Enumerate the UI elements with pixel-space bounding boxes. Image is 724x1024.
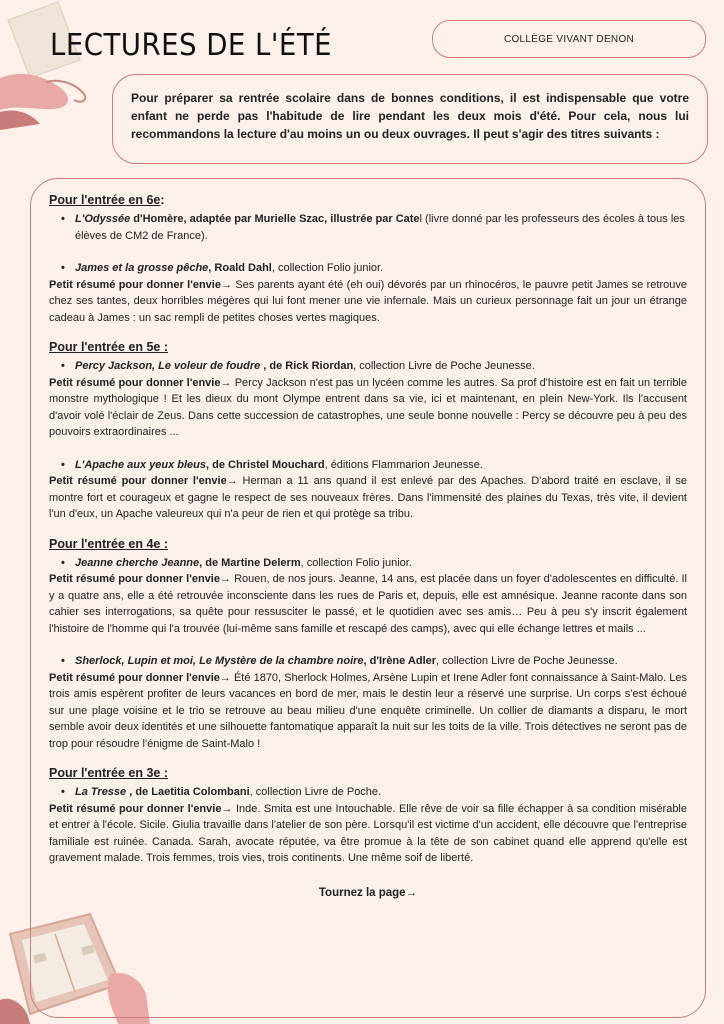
page-title: LECTURES DE L'ÉTÉ — [50, 28, 333, 63]
book-summary: Petit résumé pour donner l'envie→ Inde. Smita est une Intouchable. Elle rêve de voir sa fille échapper à sa condition misérable et entrer à l'école. Sicile. Giulia travaille dans l'atelier de son père. Lorsqu'il est victime d'un accident, elle découvre que l'entreprise familiale est ruinée. Canada. Sarah, avocate réputée, va être promue à la tête de son cabinet quand elle apprend qu'elle est gravement malade. Trois femmes, trois vies, trois continents. Une même soif de liberté. — [49, 802, 687, 864]
reading-list-panel — [30, 178, 706, 1018]
book-details: , collection Folio junior. — [300, 556, 412, 569]
bullet-icon: • — [61, 262, 65, 274]
book-title: La Tresse — [75, 786, 127, 798]
bullet-icon: • — [61, 458, 65, 471]
book-item — [61, 211, 687, 244]
book-title: Sherlock, Lupin et moi, Le Mystère de la chambre noire — [75, 655, 364, 667]
book-summary: Petit résumé pour donner l'envie→ Percy Jackson n'est pas un lycéen comme les autres. Sa prof d'histoire est en fait un terrible monstre mythologique ! Et les dieux du mont Olympe entrent dans sa vie, ici et maintenant, en plein New-York. Ils l'accusent d'avoir volé l'éclair de Zeus. Dans cette succession de catastrophes, une seule bonne nouvelle : Percy se découvre peu à peu des pouvoirs extraordinaires ... — [49, 376, 687, 438]
school-name-badge: COLLÈGE VIVANT DENON — [432, 20, 706, 58]
book-item — [61, 653, 687, 670]
book-details: , collection Livre de Poche Jeunesse. — [436, 655, 618, 667]
intro-text: Pour préparer sa rentrée scolaire dans de bonnes conditions, il est indispensable que votre enfant ne perde pas l'habitude de lire pendant les deux mois d'été. Pour cela, nous lui recommandons la lecture d'au moins un ou deux ouvrages. Il peut s'agir des titres suivants : — [112, 74, 708, 164]
bullet-icon: • — [61, 655, 65, 667]
grade-heading-3e: Pour l'entrée en 3e : — [49, 766, 168, 780]
book-author: , Roald Dahl — [208, 262, 272, 274]
book-details: l (livre donné par les professeurs des écoles à tous les élèves de CM2 de France). — [75, 213, 685, 242]
book-details: , collection Livre de Poche. — [249, 786, 382, 798]
book-title: James et la grosse pêche — [75, 262, 209, 274]
book-item — [61, 555, 687, 572]
book-details: , éditions Flammarion Jeunesse. — [324, 458, 483, 471]
book-summary: Petit résumé pour donner l'envie→ Herman a 11 ans quand il est enlevé par des Apaches. D'abord traité en esclave, il se montre fort et courageux et gagne le respect de ses nouveaux frères. Dans l'immensité des plaines du Texas, très vite, il devient l'un d'eux, un Apache valeureux qui n'a peur de rien et qui protège sa tribu. — [49, 475, 687, 520]
grade-heading-4e: Pour l'entrée en 4e : — [49, 536, 168, 551]
book-author: , de Martine Delerm — [199, 556, 301, 569]
book-author: , de Laetitia Colombani — [126, 786, 250, 798]
book-details: , collection Livre de Poche Jeunesse. — [353, 360, 535, 372]
book-summary: Petit résumé pour donner l'envie→ Été 1870, Sherlock Holmes, Arsène Lupin et Irene Adler font connaissance à Saint-Malo. Les trois amis espèrent profiter de leurs vacances en bord de mer, mais le destin leur a réservé une surprise. Un corps s'est échoué sur une plage voisine et le trio se retrouve au beau milieu d'une enquête criminelle. Un collier de diamants a disparu, le mort semble avoir deux identités et une silhouette fantomatique apparaît la nuit sur les toits de la ville. Trois détectives ne seront pas de trop pour résoudre l'énigme de Saint-Malo ! — [49, 671, 687, 750]
book-author: , d'Irène Adler — [363, 655, 437, 667]
book-title: L'Apache aux yeux bleus — [75, 458, 206, 471]
book-title: L'Odyssée — [75, 213, 131, 225]
book-summary: Petit résumé pour donner l'envie→ Ses parents ayant été (eh oui) dévorés par un rhinocéros, le pauvre petit James se retrouve chez ses tantes, deux horribles mégères qui lui font mener une vie infernale. Mais un curieux personnage fait un jour un étrange cadeau à James : un sac rempli de petites choses vertes magiques. — [49, 278, 687, 324]
grade-heading-6e: Pour l'entrée en 6e: — [49, 193, 165, 207]
book-details: , collection Folio junior. — [271, 262, 384, 274]
book-item — [61, 784, 687, 801]
bullet-icon: • — [61, 556, 65, 569]
book-title: Jeanne cherche Jeanne — [75, 556, 200, 569]
turn-page-note: Tournez la page→ — [318, 886, 418, 899]
bullet-icon: • — [61, 213, 65, 225]
book-author: d'Homère, adaptée par Murielle Szac, illustrée par Cate — [130, 213, 420, 225]
book-author: , de Christel Mouchard — [206, 458, 325, 471]
grade-heading-5e: Pour l'entrée en 5e : — [49, 340, 168, 354]
bullet-icon: • — [61, 786, 65, 798]
book-item — [61, 260, 687, 277]
book-author: , de Rick Riordan — [260, 360, 354, 372]
book-item — [61, 457, 687, 474]
book-title: Percy Jackson, Le voleur de foudre — [75, 360, 261, 372]
book-summary: Petit résumé pour donner l'envie→ Rouen, de nos jours. Jeanne, 14 ans, est placée dans un foyer d'adolescentes en difficulté. Il y a quatre ans, elle a été retrouvée inconsciente dans les rues de Paris et, depuis, elle est amnésique. Jeanne raconte dans son cahier ses interrogations, sa quête pour ressusciter le passé, et le quotidien avec ses amis… Peu à peu s'y inscrit également l'histoire de l'homme qui l'a trouvée (lui-même sans famille et rescapé des camps), avec qui elle échange lettres et mails ... — [49, 573, 687, 635]
hand-holding-paper-illustration — [0, 0, 110, 130]
bullet-icon: • — [61, 360, 65, 372]
book-item — [61, 358, 687, 375]
